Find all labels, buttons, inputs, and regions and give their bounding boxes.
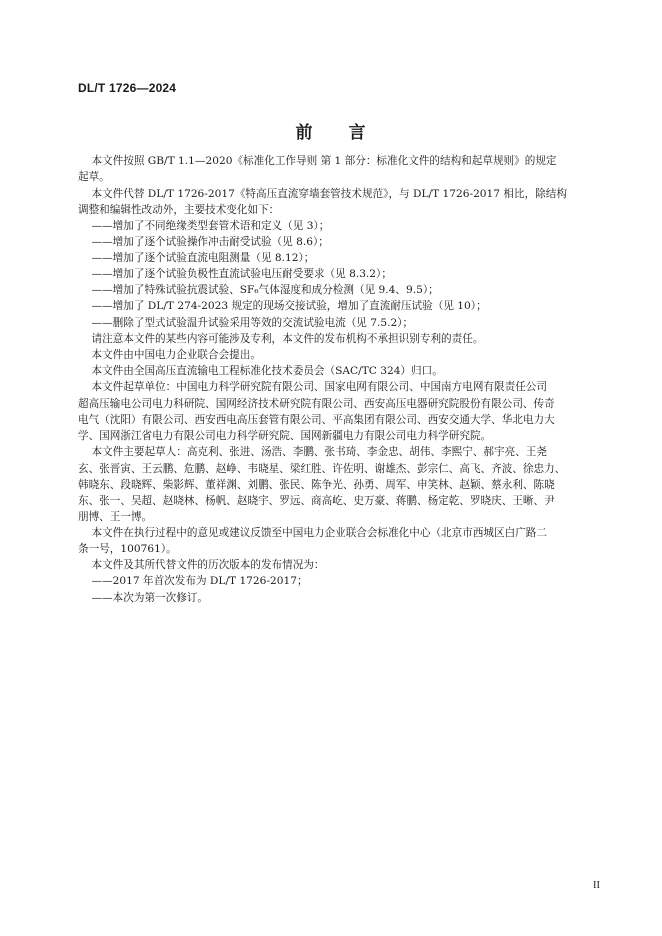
page-title: 前 言 — [295, 123, 367, 143]
page-number: II — [593, 880, 600, 891]
text-line: 电气（沈阳）有限公司、西安西电高压套管有限公司、平高集团有限公司、西安交通大学、华北电力大 — [78, 414, 555, 426]
text-line: 本文件及其所代替文件的历次版本的发布情况为： — [78, 559, 325, 571]
text-line: 起草。 — [78, 171, 110, 183]
text-line: 本文件起草单位：中国电力科学研究院有限公司、国家电网有限公司、中国南方电网有限责任公司 — [78, 381, 547, 393]
text-line: 韩晓东、段晓辉、柴影辉、董祥渊、刘鹏、张民、陈争光、孙勇、周军、申笑林、赵颖、蔡永利、陈晓 — [78, 479, 555, 491]
text-line: 本文件由中国电力企业联合会提出。 — [78, 349, 261, 361]
text-line: ——本次为第一次修订。 — [78, 592, 209, 604]
text-line: ——增加了不同绝缘类型套管术语和定义（见 3）； — [78, 220, 330, 232]
text-line: ——增加了特殊试验抗震试验、SF₆气体湿度和成分检测（见 9.4、9.5）； — [78, 284, 439, 296]
text-line: ——增加了 DL/T 274-2023 规定的现场交接试验，增加了直流耐压试验（见 10）； — [78, 300, 487, 312]
text-line: 朋博、王一博。 — [78, 511, 153, 523]
text-line: ——增加了逐个试验负极性直流试验电压耐受要求（见 8.3.2）； — [78, 268, 392, 280]
text-line: ——增加了逐个试验直流电阻测量（见 8.12）； — [78, 252, 315, 264]
text-line: 本文件在执行过程中的意见或建议反馈至中国电力企业联合会标准化中心（北京市西城区白广路二 — [78, 527, 547, 539]
text-line: 本文件代替 DL/T 1726-2017《特高压直流穿墙套管技术规范》，与 DL/T 1726-2017 相比，除结构 — [78, 188, 567, 200]
text-line: 玄、张晋寅、王云鹏、危鹏、赵峥、韦晓星、梁红胜、许佐明、谢雄杰、彭宗仁、高飞、齐波、徐忠力、 — [78, 463, 566, 475]
text-line: 本文件由全国高压直流输电工程标准化技术委员会（SAC/TC 324）归口。 — [78, 365, 443, 377]
text-line: 请注意本文件的某些内容可能涉及专利，本文件的发布机构不承担识别专利的责任。 — [78, 333, 484, 345]
text-line: 本文件按照 GB/T 1.1—2020《标准化工作导则 第 1 部分：标准化文件的结构和起草规则》的规定 — [78, 155, 557, 167]
text-line: 条一号，100761）。 — [78, 543, 177, 555]
text-line: 本文件主要起草人：高克利、张进、汤浩、李鹏、张书琦、李金忠、胡伟、李熙宁、郝宇亮、王尧 — [78, 446, 547, 458]
standard-code: DL/T 1726—2024 — [78, 81, 177, 95]
text-line: 超高压输电公司电力科研院、国网经济技术研究院有限公司、西安高压电器研究院股份有限公司、传奇 — [78, 398, 555, 410]
text-line: 调整和编辑性改动外，主要技术变化如下： — [78, 204, 280, 216]
text-line: ——增加了逐个试验操作冲击耐受试验（见 8.6）； — [78, 236, 329, 248]
text-line: 东、张一、吴超、赵晓林、杨帆、赵晓宇、罗远、商高屹、史万豪、蒋鹏、杨定乾、罗晓庆、王晰、尹 — [78, 495, 555, 507]
text-line: 学、国网浙江省电力有限公司电力科学研究院、国网新疆电力有限公司电力科学研究院。 — [78, 430, 492, 442]
text-line: ——2017 年首次发布为 DL/T 1726-2017； — [78, 575, 308, 587]
text-line: ——删除了型式试验温升试验采用等效的交流试验电流（见 7.5.2）； — [78, 317, 414, 329]
